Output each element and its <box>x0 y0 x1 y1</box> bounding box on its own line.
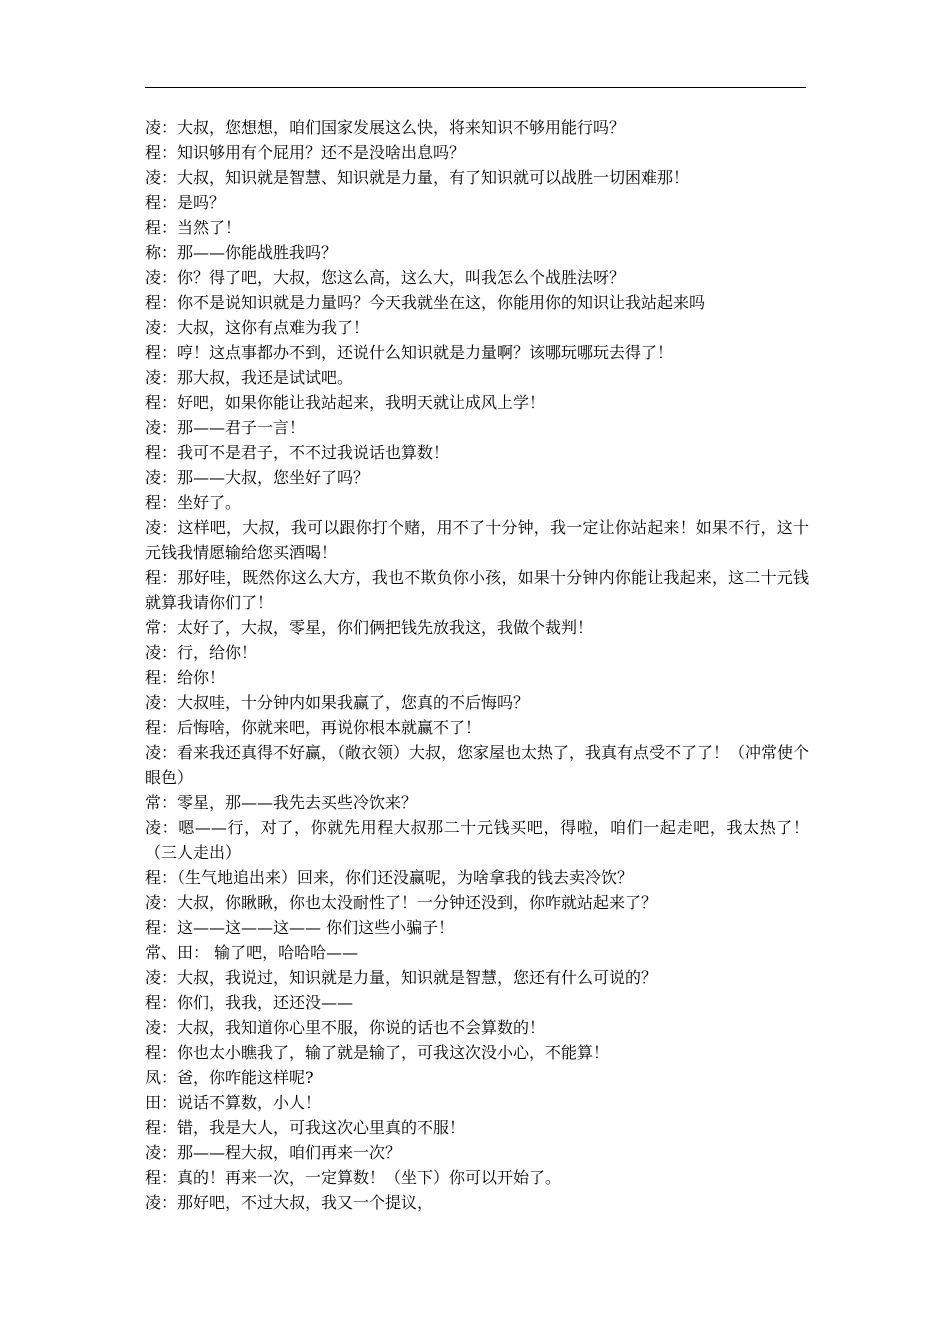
dialogue-line: 程：哼！这点事都办不到，还说什么知识就是力量啊？该哪玩哪玩去得了！ <box>145 343 674 362</box>
dialogue-line: 程：给你！ <box>145 668 226 687</box>
dialogue-line: 凌：大叔，我知道你心里不服，你说的话也不会算数的！ <box>145 1018 546 1037</box>
dialogue-line: 凌：大叔，知识就是智慧、知识就是力量，有了知识就可以战胜一切困难那！ <box>145 168 690 187</box>
dialogue-line: 凌：那——君子一言！ <box>145 418 306 437</box>
dialogue-line: 凌：你？得了吧，大叔，您这么高，这么大，叫我怎么个战胜法呀？ <box>145 268 626 287</box>
dialogue-line: 凌：看来我还真得不好赢，（敞衣领）大叔，您家屋也太热了，我真有点受不了了！（冲常使个眼色） <box>145 743 810 787</box>
dialogue-line: 程：那好哇，既然你这么大方，我也不欺负你小孩，如果十分钟内你能让我起来，这二十元钱就算我请你们了！ <box>145 568 809 612</box>
dialogue-line: 凌：大叔，你瞅瞅，你也太没耐性了！一分钟还没到，你咋就站起来了？ <box>145 893 658 912</box>
dialogue-line: 程：你也太小瞧我了，输了就是输了，可我这次没小心，不能算！ <box>145 1043 610 1062</box>
dialogue-line: 程：当然了！ <box>145 218 242 237</box>
dialogue-line: 凌：这样吧，大叔，我可以跟你打个赌，用不了十分钟，我一定让你站起来！如果不行，这十元钱我情愿输给您买酒喝！ <box>145 518 809 562</box>
dialogue-line: 凌：那——程大叔，咱们再来一次？ <box>145 1143 402 1162</box>
dialogue-line: 凌：那——大叔，您坐好了吗？ <box>145 468 370 487</box>
dialogue-line: 程：后悔啥，你就来吧，再说你根本就赢不了！ <box>145 718 482 737</box>
dialogue-line: 程：坐好了。 <box>145 493 242 512</box>
dialogue-line: 称：那——你能战胜我吗？ <box>145 243 338 262</box>
dialogue-line: 凤：爸，你咋能这样呢? <box>145 1068 314 1087</box>
dialogue-line: 程：我可不是君子，不不过我说话也算数！ <box>145 443 450 462</box>
dialogue-line: 程：好吧，如果你能让我站起来，我明天就让成风上学！ <box>145 393 546 412</box>
dialogue-line: 程：（生气地追出来）回来，你们还没赢呢，为啥拿我的钱去卖冷饮？ <box>145 868 634 887</box>
dialogue-line: 凌：嗯——行，对了，你就先用程大叔那二十元钱买吧，得啦，咱们一起走吧，我太热了！（三人走出） <box>145 818 809 862</box>
dialogue-line: 程：你不是说知识就是力量吗？今天我就坐在这，你能用你的知识让我站起来吗 <box>145 293 706 312</box>
dialogue-line: 凌：大叔，我说过，知识就是力量，知识就是智慧，您还有什么可说的？ <box>145 968 658 987</box>
dialogue-line: 田：说话不算数，小人！ <box>145 1093 322 1112</box>
dialogue-line: 程：你们，我我，还还没—— <box>145 993 354 1012</box>
dialogue-line: 凌：大叔，这你有点难为我了！ <box>145 318 370 337</box>
dialogue-line: 常：太好了，大叔，零星，你们俩把钱先放我这，我做个裁判！ <box>145 618 594 637</box>
header-rule <box>145 87 806 88</box>
dialogue-line: 凌：行，给你！ <box>145 643 258 662</box>
dialogue-line: 凌：大叔，您想想，咱们国家发展这么快，将来知识不够用能行吗？ <box>145 118 626 137</box>
dialogue-line: 程：知识够用有个屁用？还不是没啥出息吗？ <box>145 143 466 162</box>
dialogue-line: 程：这——这——这—— 你们这些小骗子！ <box>145 918 455 937</box>
dialogue-line: 凌：那好吧，不过大叔，我又一个提议， <box>145 1193 434 1212</box>
dialogue-line: 常、田： 输了吧，哈哈哈—— <box>145 943 359 962</box>
dialogue-line: 程：是吗？ <box>145 193 226 212</box>
dialogue-line: 程：真的！再来一次，一定算数！（坐下）你可以开始了。 <box>145 1168 562 1187</box>
dialogue-line: 常：零星，那——我先去买些冷饮来？ <box>145 793 418 812</box>
dialogue-script <box>145 115 809 1215</box>
dialogue-line: 程：错，我是大人，可我这次心里真的不服！ <box>145 1118 466 1137</box>
dialogue-line: 凌：那大叔，我还是试试吧。 <box>145 368 354 387</box>
dialogue-line: 凌：大叔哇，十分钟内如果我赢了，您真的不后悔吗？ <box>145 693 530 712</box>
